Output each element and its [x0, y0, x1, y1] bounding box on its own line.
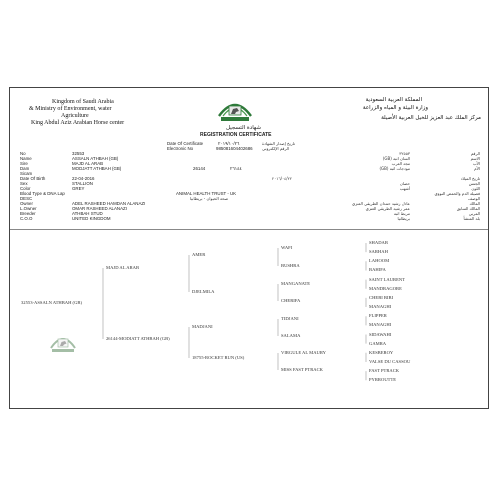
- row-sex-label: Sex: [20, 181, 28, 186]
- date-of-certificate-ar: تاريخ إصدار الشهادة: [262, 141, 295, 146]
- row-dob-ar-label: تاريخ الميلاد: [460, 176, 480, 181]
- pedigree-subject: 32553-ASSALN ATHBAH (GB): [21, 300, 82, 305]
- pedigree-gen4-12: GAMRA: [369, 340, 387, 346]
- pedigree-gen4-1: SHADAB: [369, 240, 388, 245]
- row-dam-label: Dam: [20, 166, 30, 171]
- pedigree-gen4-16: PYRROUTTE: [369, 377, 397, 383]
- row-sex-value: STALLION: [72, 181, 93, 186]
- pedigree-gen3-3: MANGANATE: [281, 281, 311, 286]
- row-owner-label: Owner: [20, 201, 33, 206]
- row-desc-ar-label: الوصف: [468, 196, 480, 201]
- header-ar-line-3: مركز الملك عبد العزيز للخيل العربية الأصيلة: [381, 115, 481, 121]
- row-lowner-value: OMAR RASHEED ALANAZI: [72, 206, 127, 211]
- certificate-title-ar: شهادة التسجيل: [226, 125, 262, 131]
- pedigree-gen3-1: WAFI: [281, 245, 293, 250]
- health-lab-ar: صحة الحيوان - بريطانيا: [190, 196, 229, 201]
- health-lab-value: ANIMAL HEALTH TRUST - UK: [176, 191, 237, 196]
- header-line-3: Agriculture: [61, 113, 89, 119]
- row-coo-ar-label: بلد المنشأ: [463, 216, 480, 221]
- pedigree-gen4-13: KESBEROY: [369, 349, 394, 355]
- date-of-certificate-value: ٢٠١٩/١٠/٢٦: [218, 141, 240, 146]
- row-lowner-ar-label: المالك السابق: [456, 206, 480, 211]
- row-dam-number-ar: ٢٦١٤٤: [230, 166, 242, 171]
- electronic-no-label: Electronic No: [167, 146, 194, 151]
- row-breeder-label: Breeder: [20, 211, 36, 216]
- row-sire-label: Sire: [20, 161, 28, 166]
- row-dam-ar-label: الأم: [474, 166, 480, 171]
- row-breeder-value: ATHBAH STUD: [72, 211, 103, 216]
- pedigree-gen2-2: DJELMILA: [192, 289, 215, 294]
- row-coo-ar-value: بريطانيا: [397, 216, 410, 221]
- row-color-ar-value: أشهب: [399, 186, 410, 191]
- header-line-2: & Ministry of Environment, water: [29, 106, 112, 112]
- pedigree-gen4-9: FLIPPER: [369, 313, 387, 319]
- row-sire-value: MAJD AL ARAB: [72, 161, 104, 166]
- row-owner-value: ADEL RASHEED HAMDAN ALANAZI: [72, 201, 146, 206]
- pedigree-gen4-10: MANAGHI: [369, 322, 392, 328]
- header-ar-line-1: المملكة العربية السعودية: [365, 97, 422, 103]
- watermark-emblem-icon: [48, 330, 78, 356]
- row-breeder-ar-label: المربي: [468, 211, 480, 216]
- electronic-no-value: 985081604402686: [216, 146, 253, 151]
- row-dam-ar-value: مودجات اثبه (GB): [379, 166, 410, 171]
- row-no-ar-label: الرقم: [470, 151, 480, 156]
- row-no-ar-value: ٣٢٥٥٣: [399, 151, 410, 156]
- pedigree-sire: MAJD AL ARAB: [106, 265, 140, 270]
- row-desc-label: DESC: [20, 196, 33, 201]
- pedigree-gen4-8: MANAGHI: [369, 304, 392, 310]
- pedigree-gen2-4: 18755-ROCKET RUN (US): [192, 355, 245, 360]
- row-sex-ar-label: الجنس: [468, 181, 480, 186]
- row-name-ar-value: السان اثبه (GB): [382, 156, 410, 161]
- pedigree-dam: 26144-MODIATT ATHBAH (GB): [106, 336, 170, 341]
- row-dam-number: 26144: [193, 166, 206, 171]
- pedigree-gen2-1: AMER: [192, 252, 206, 257]
- date-of-certificate-label: Date Of Certificate: [167, 141, 204, 146]
- pedigree-gen4-3: LAHOOM: [369, 258, 390, 264]
- row-dob-ar-value: ٢٠١٦/٠٤/٢٢: [272, 176, 292, 181]
- row-lowner-label: L.Owner: [20, 206, 37, 211]
- pedigree-gen4-7: CHEBI BIBI: [369, 294, 394, 300]
- row-blood-type-ar-label: فصيلة الدم والحمض النووي: [434, 191, 480, 196]
- row-coo-label: C.O.O: [20, 216, 33, 221]
- header-ar-line-2: وزارة البيئة و المياه والزراعة: [362, 105, 428, 111]
- row-lowner-ar-value: عمر رشيد الطريقي العنزي: [365, 206, 410, 211]
- row-sicam-label: Sicam: [20, 171, 33, 176]
- row-sire-ar-value: مجد العرب: [391, 161, 410, 166]
- header-line-1: Kingdom of Saudi Arabia: [52, 99, 114, 105]
- row-owner-ar-value: عادل رشيد حمدان الطريقي العنزي: [352, 201, 410, 206]
- row-blood-type-label: Blood Type & DNA Lap: [20, 191, 65, 196]
- electronic-no-ar: الرقم الإلكتروني: [262, 146, 289, 151]
- pedigree-gen3-5: TIDJANI: [281, 316, 299, 321]
- pedigree-gen3-4: CHERIFA: [281, 298, 301, 303]
- pedigree-gen2-3: MADJANI: [192, 324, 213, 329]
- row-breeder-ar-value: مربط اثبه: [393, 211, 410, 216]
- row-color-value: GREY: [72, 186, 85, 191]
- pedigree-gen4-6: MANDRAGORE: [369, 285, 402, 291]
- row-color-label: Color: [20, 186, 31, 191]
- pedigree-gen4-5: SAINT LAURENT: [369, 276, 406, 282]
- pedigree-gen4-11: SIDAWAHI: [369, 331, 392, 337]
- row-name-ar-label: الاسم: [470, 156, 480, 161]
- row-name-value: ASSALN ATHBAH (GB): [72, 156, 119, 161]
- row-no-label: No: [20, 151, 26, 156]
- row-dob-label: Date Of Birth: [20, 176, 46, 181]
- certificate-title: REGISTRATION CERTIFICATE: [200, 132, 272, 138]
- header-line-4: King Abdul Aziz Arabian Horse center: [31, 120, 125, 126]
- pedigree-gen4-2: SARHAH: [369, 249, 388, 255]
- row-dam-value: MODJATT ATHBAH (GB): [72, 166, 122, 171]
- pedigree-gen4-4: BAHIFA: [369, 267, 386, 273]
- row-name-label: Name: [20, 156, 32, 161]
- pedigree-gen3-2: BUSHRA: [281, 263, 300, 268]
- pedigree-gen4-14: VALSE DU CASSOU: [369, 358, 411, 364]
- row-sire-ar-label: الأب: [472, 161, 480, 166]
- row-dob-value: 22-04-2016: [72, 176, 95, 181]
- row-coo-value: UNITED KINGDOM: [72, 216, 111, 221]
- pedigree-gen3-8: MISS FAST PTRACK: [281, 367, 323, 372]
- row-sex-ar-value: حصان: [399, 181, 410, 186]
- pedigree-gen3-7: VIRGULE AL MAURY: [281, 350, 327, 355]
- row-owner-ar-label: المالك: [469, 201, 480, 206]
- pedigree-gen3-6: SALAMA: [281, 333, 301, 338]
- pedigree-gen4-15: FAST PTRACK: [369, 368, 400, 374]
- row-color-ar-label: اللون: [471, 186, 480, 191]
- row-no-value: 32553: [72, 151, 85, 156]
